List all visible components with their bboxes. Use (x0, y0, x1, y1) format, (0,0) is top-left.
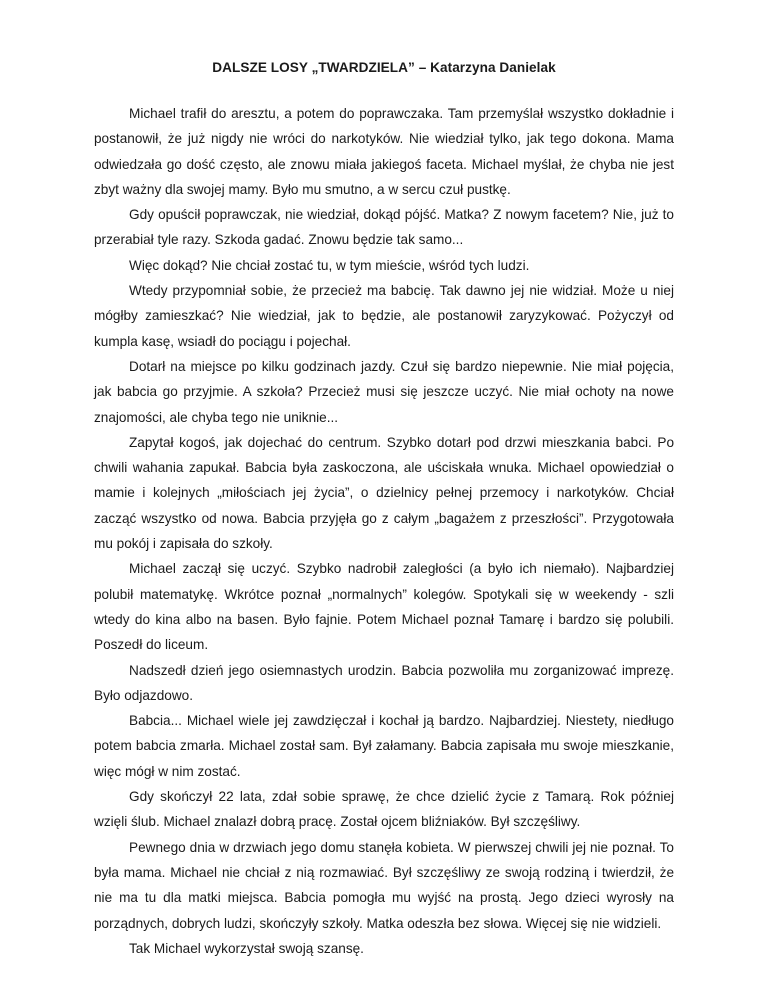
paragraph-11: Pewnego dnia w drzwiach jego domu stanęła kobieta. W pierwszej chwili jej nie poznał. To była mama. Michael nie chciał z nią rozmawiać. Był szczęśliwy ze swoją rodziną i twierdził, że nie ma tu dla matki miejsca. Babcia pomogła mu wyjść na prostą. Jego dzieci wyrosły na porządnych, dobrych ludzi, skończyły szkoły. Matka odeszła bez słowa. Więcej się nie widzieli. (94, 839, 674, 931)
paragraph-4: Wtedy przypomniał sobie, że przecież ma babcię. Tak dawno jej nie widział. Może u niej mógłby zamieszkać? Nie wiedział, jak to będzie, ale postanowił zaryzykować. Pożyczył od kumpla kasę, wsiadł do pociągu i pojechał. (94, 283, 674, 349)
document-title: DALSZE LOSY „TWARDZIELA” – Katarzyna Danielak (212, 60, 556, 75)
paragraph-7: Michael zaczął się uczyć. Szybko nadrobił zaległości (a było ich niemało). Najbardziej polubił matematykę. Wkrótce poznał „normalnych” kolegów. Spotykali się w weekendy - szli wtedy do kina albo na basen. Było fajnie. Potem Michael poznał Tamarę i bardzo się polubili. Poszedł do liceum. (94, 561, 674, 653)
paragraph-6: Zapytał kogoś, jak dojechać do centrum. Szybko dotarł pod drzwi mieszkania babci. Po chwili wahania zapukał. Babcia była zaskoczona, ale uściskała wnuka. Michael opowiedział o mamie i kolejnych „miłościach jej życia”, o dzielnicy pełnej przemocy i narkotyków. Chciał zacząć wszystko od nowa. Babcia przyjęła go z całym „bagażem z przeszłości”. Przygotowała mu pokój i zapisała do szkoły. (94, 434, 674, 552)
paragraph-3: Więc dokąd? Nie chciał zostać tu, w tym mieście, wśród tych ludzi. (129, 257, 530, 273)
paragraph-5: Dotarł na miejsce po kilku godzinach jazdy. Czuł się bardzo niepewnie. Nie miał pojęcia, jak babcia go przyjmie. A szkoła? Przecież musi się jeszcze uczyć. Nie miał ochoty na nowe znajomości, ale chyba tego nie uniknie... (94, 358, 674, 425)
paragraph-9: Babcia... Michael wiele jej zawdzięczał i kochał ją bardzo. Najbardziej. Niestety, niedługo potem babcia zmarła. Michael został sam. Był załamany. Babcia zapisała mu swoje mieszkanie, więc mógł w nim zostać. (94, 713, 674, 779)
paragraph-1: Michael trafił do aresztu, a potem do poprawczaka. Tam przemyślał wszystko dokładnie i postanowił, że już nigdy nie wróci do narkotyków. Nie wiedział tylko, jak tego dokona. Mama odwiedzała go dość często, ale znowu miała jakiegoś faceta. Michael myślał, że chyba nie jest zbyt ważny dla swojej mamy. Było mu smutno, a w sercu czuł pustkę. (94, 106, 674, 197)
paragraph-12: Tak Michael wykorzystał swoją szansę. (129, 940, 364, 956)
paragraph-8: Nadszedł dzień jego osiemnastych urodzin. Babcia pozwoliła mu zorganizować imprezę. Było odjazdowo. (94, 662, 674, 703)
paragraph-10: Gdy skończył 22 lata, zdał sobie sprawę, że chce dzielić życie z Tamarą. Rok później wzięli ślub. Michael znalazł dobrą pracę. Został ojcem bliźniaków. Był szczęśliwy. (94, 789, 674, 830)
paragraph-2: Gdy opuścił poprawczak, nie wiedział, dokąd pójść. Matka? Z nowym facetem? Nie, już to przerabiał tyle razy. Szkoda gadać. Znowu będzie tak samo... (94, 207, 674, 248)
